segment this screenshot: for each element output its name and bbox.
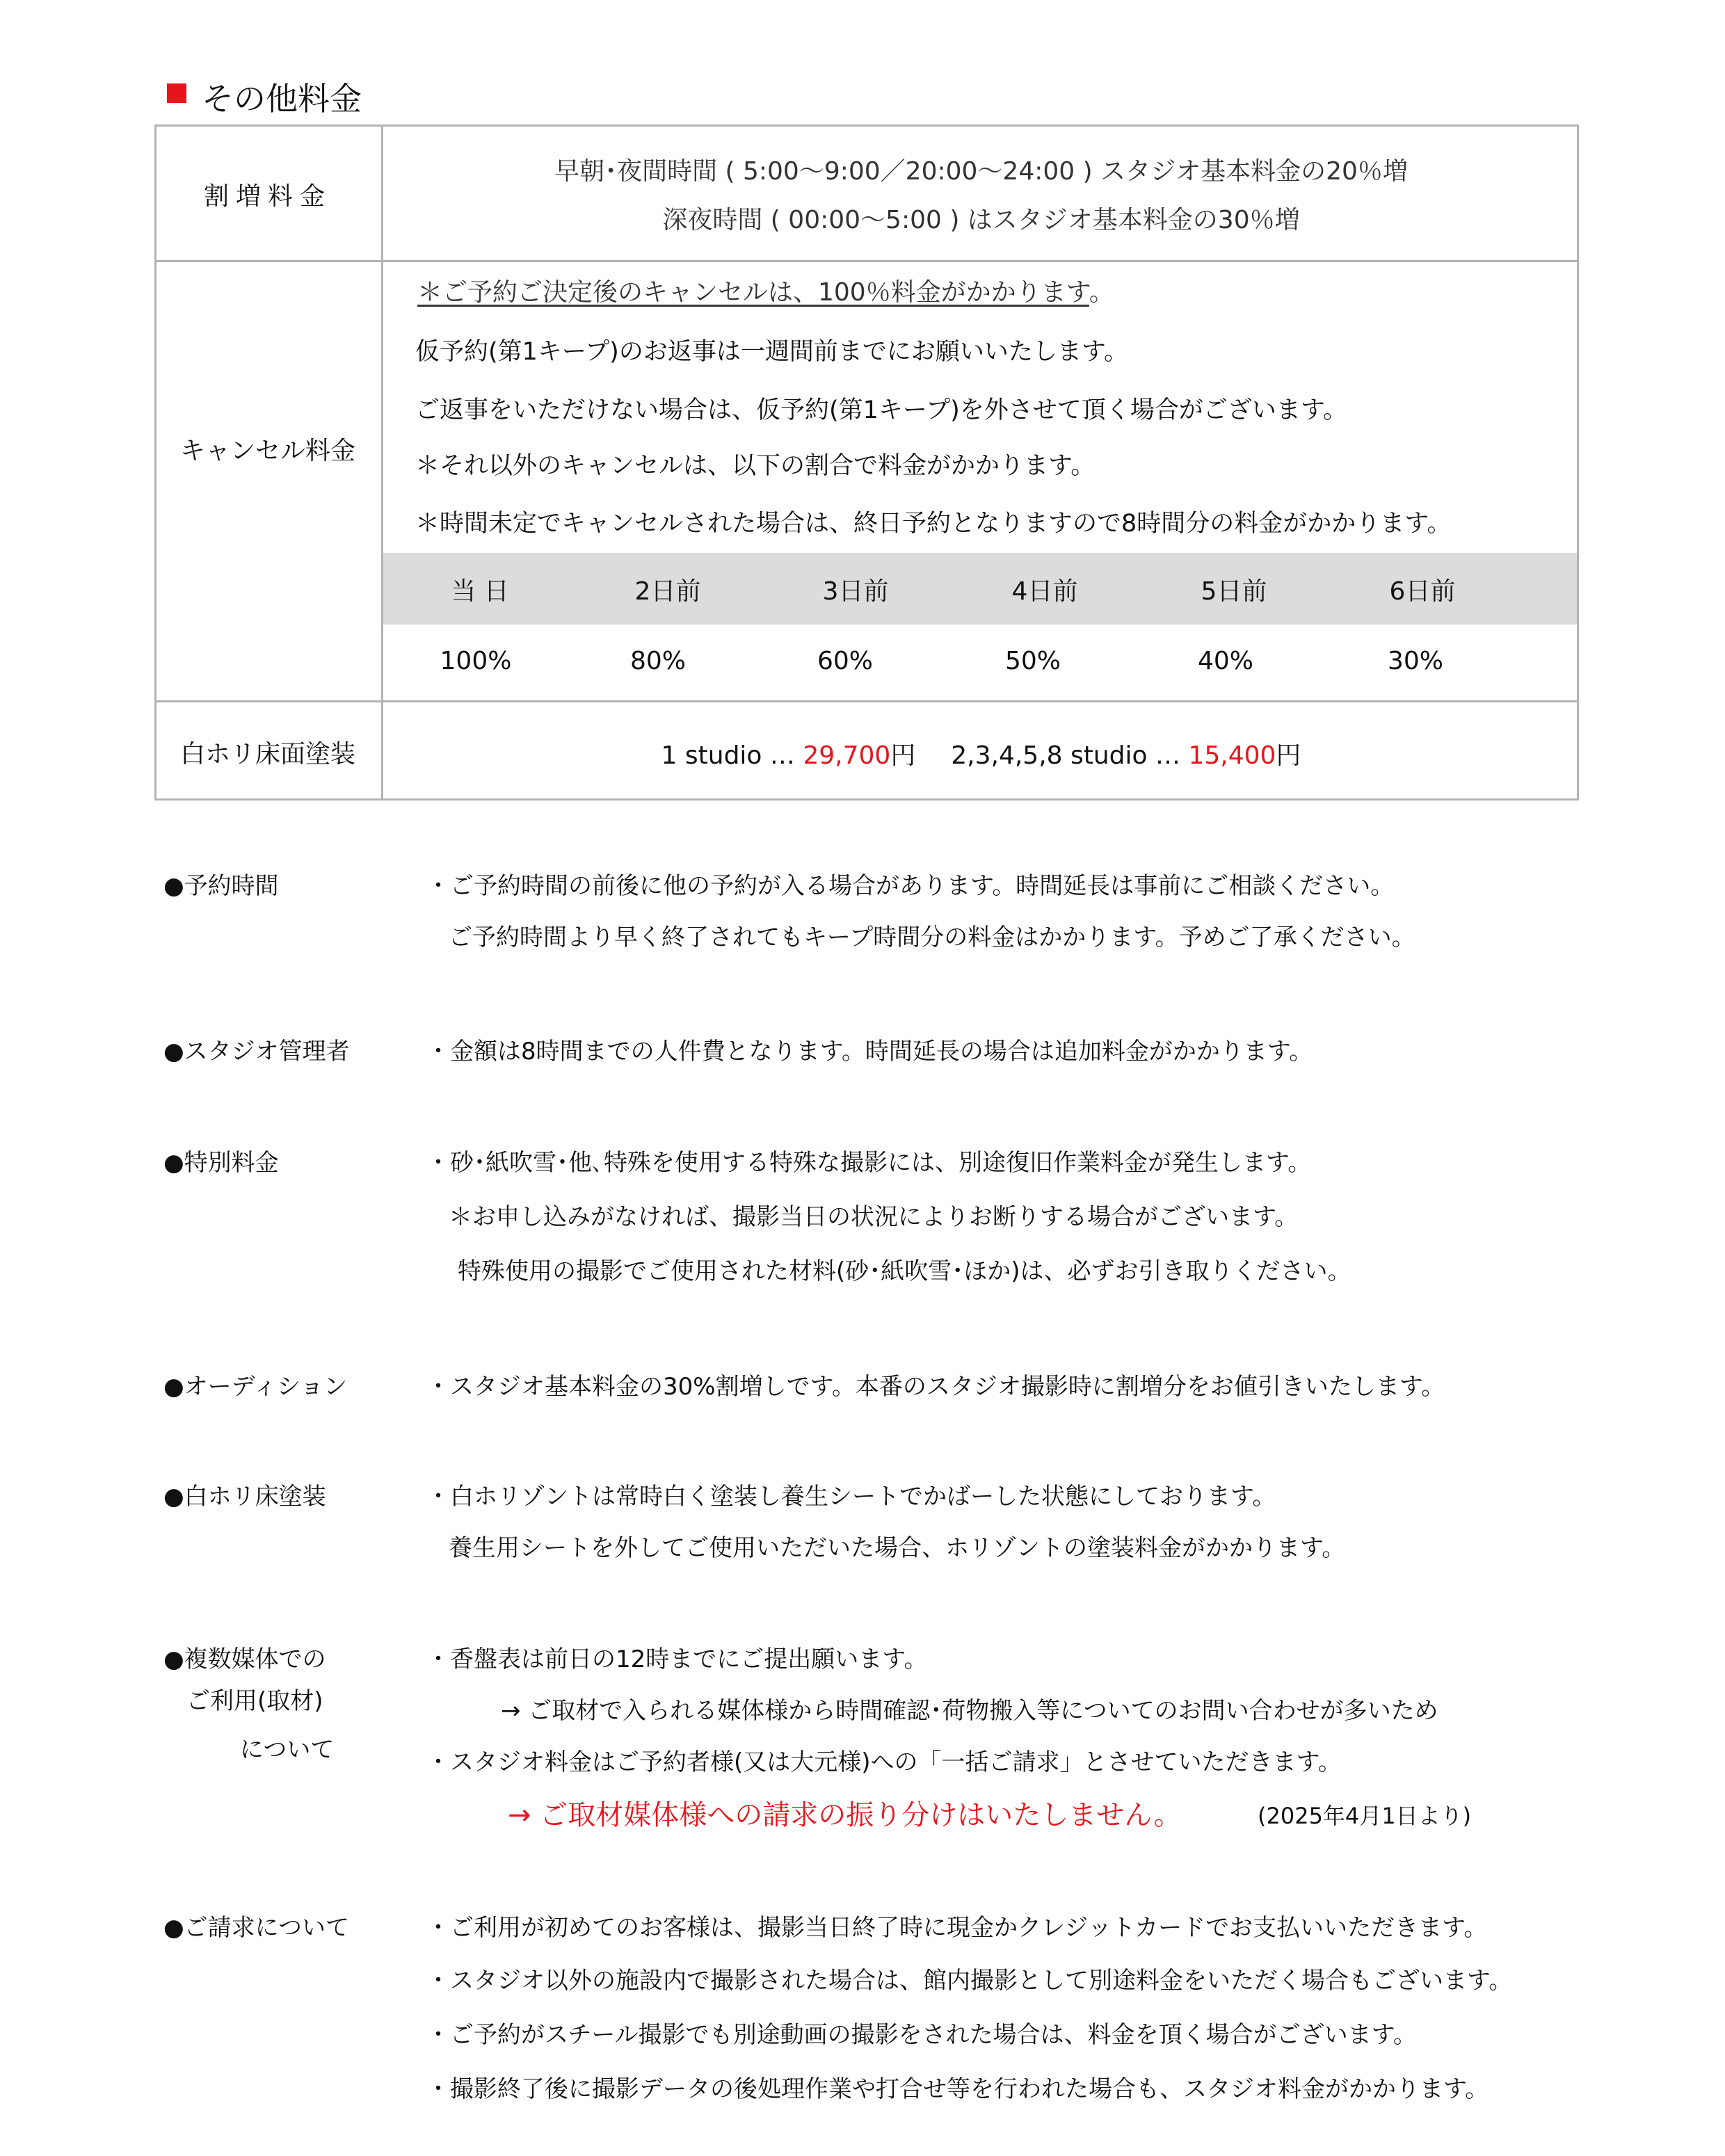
note-line: → ご取材で入られる媒体様から時間確認･荷物搬入等についてのお問い合わせが多いため xyxy=(501,1697,1438,1725)
cancel-note-end: 。 xyxy=(1089,278,1114,307)
cancel-line: ご返事をいただけない場合は、仮予約(第1キープ)を外させて頂く場合がございます。 xyxy=(415,396,1348,424)
note-line: ・金額は8時間までの人件費となります。時間延長の場合は追加料金がかかります。 xyxy=(426,1038,1313,1065)
note-label-media: ご利用(取材) xyxy=(186,1687,323,1715)
cancel-rate-value: 80% xyxy=(629,647,686,675)
surcharge-line-early: 早朝･夜間時間 ( 5:00〜9:00／20:00〜24:00 ) スタジオ基本料金の20％増 xyxy=(554,157,1408,186)
note-line: ・ご利用が初めてのお客様は、撮影当日終了時に現金かクレジットカードでお支払いいただきます。 xyxy=(426,1914,1488,1942)
section-marker-icon xyxy=(167,83,186,103)
cancel-rate-header: 2日前 xyxy=(634,577,701,606)
studio1-text: 1 studio … xyxy=(661,741,803,770)
effective-date-note: (2025年4月1日より) xyxy=(1258,1803,1472,1829)
note-line: 養生用シートを外してご使用いただいた場合、ホリゾントの塗装料金がかかります。 xyxy=(449,1534,1346,1562)
cancel-label: キャンセル料金 xyxy=(179,437,355,465)
yen-unit: 円 xyxy=(890,741,916,770)
note-line: ・スタジオ料金はご予約者様(又は大元様)への「一括ご請求」とさせていただきます。 xyxy=(426,1748,1342,1776)
note-line: ご予約時間より早く終了されてもキープ時間分の料金はかかります。予めご了承ください。 xyxy=(449,924,1415,951)
cancel-rate-value: 60% xyxy=(817,647,873,675)
note-line: ・撮影終了後に撮影データの後処理作業や打合せ等を行われた場合も、スタジオ料金がかかります。 xyxy=(426,2075,1489,2103)
note-label-floor: ●白ホリ床塗装 xyxy=(163,1483,326,1511)
section-title: その他料金 xyxy=(202,80,362,118)
note-red-line: → ご取材媒体様への請求の振り分けはいたしません。 xyxy=(508,1799,1182,1831)
studio1-price: 29,700 xyxy=(803,741,891,770)
cancel-rate-header: 6日前 xyxy=(1389,577,1456,606)
paint-prices xyxy=(383,736,1579,771)
note-label-manager: ●スタジオ管理者 xyxy=(163,1038,350,1065)
note-label-special: ●特別料金 xyxy=(163,1149,279,1177)
note-line: ・香盤表は前日の12時までにご提出願います。 xyxy=(426,1646,928,1673)
cancel-line: ＊時間未定でキャンセルされた場合は、終日予約となりますので8時間分の料金がかかります。 xyxy=(415,510,1452,538)
note-line: ・白ホリゾントは常時白く塗装し養生シートでかばーした状態にしております。 xyxy=(426,1483,1276,1511)
cancel-rate-header: 5日前 xyxy=(1201,577,1267,606)
note-line: ＊お申し込みがなければ、撮影当日の状況によりお断りする場合がございます。 xyxy=(449,1203,1299,1231)
studio-others-price: 15,400 xyxy=(1188,741,1276,770)
cancel-line: ＊それ以外のキャンセルは、以下の割合で料金がかかります。 xyxy=(415,452,1096,480)
note-line: ・スタジオ以外の施設内で撮影された場合は、館内撮影として別途料金をいただく場合もございます。 xyxy=(426,1967,1513,1995)
surcharge-label: 割増料金 xyxy=(203,182,332,211)
note-label-media: について xyxy=(240,1736,335,1764)
surcharge-line-late: 深夜時間 ( 00:00〜5:00 ) はスタジオ基本料金の30％増 xyxy=(662,206,1300,234)
note-line: ・ご予約がスチール撮影でも別途動画の撮影をされた場合は、料金を頂く場合がございます。 xyxy=(426,2021,1417,2049)
note-line: 特殊使用の撮影でご使用された材料(砂･紙吹雪･ほか)は、必ずお引き取りください。 xyxy=(458,1257,1351,1285)
cancel-rate-header: 4日前 xyxy=(1011,577,1078,606)
cancel-rate-value: 40% xyxy=(1197,647,1253,675)
note-label-billing: ●ご請求について xyxy=(163,1914,349,1942)
studio-others-text: 2,3,4,5,8 studio … xyxy=(951,741,1189,770)
cancel-note xyxy=(417,273,1114,308)
note-label-media: ●複数媒体での xyxy=(163,1646,326,1673)
cancel-rate-value: 30% xyxy=(1387,647,1443,675)
note-line: ・ご予約時間の前後に他の予約が入る場合があります。時間延長は事前にご相談ください。 xyxy=(426,872,1395,900)
cancel-note-text: ＊ご予約ご決定後のキャンセルは、100％料金がかかります xyxy=(417,278,1089,307)
table-row-divider xyxy=(154,260,1579,262)
yen-unit: 円 xyxy=(1276,741,1301,770)
note-label-audition: ●オーディション xyxy=(163,1373,348,1401)
note-label-reservation: ●予約時間 xyxy=(163,872,279,900)
cancel-line: 仮予約(第1キープ)のお返事は一週間前までにお願いいたします。 xyxy=(415,338,1129,366)
paint-label: 白ホリ床面塗装 xyxy=(179,740,355,769)
note-line: ・スタジオ基本料金の30%割増しです。本番のスタジオ撮影時に割増分をお値引きいたします。 xyxy=(426,1373,1445,1401)
cancel-rate-header: 当 日 xyxy=(451,577,509,606)
table-row-divider xyxy=(154,700,1579,702)
note-line: ・砂･紙吹雪･他､特殊を使用する特殊な撮影には、別途復旧作業料金が発生します。 xyxy=(426,1149,1312,1177)
cancel-rate-header: 3日前 xyxy=(822,577,889,606)
cancel-rate-value: 100% xyxy=(440,647,512,675)
cancel-rate-value: 50% xyxy=(1004,647,1061,675)
